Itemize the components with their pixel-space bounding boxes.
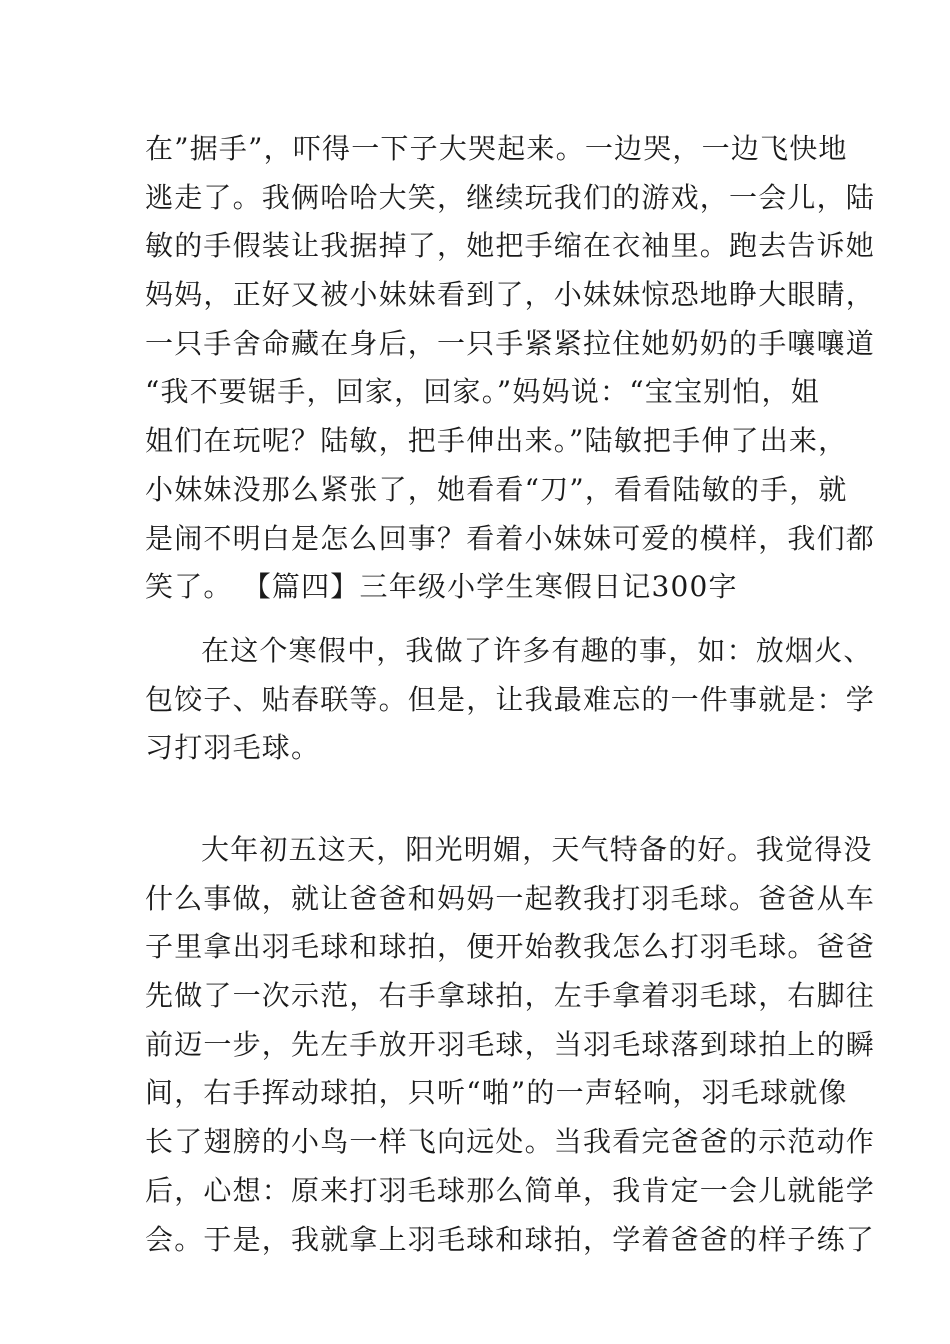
text-line: 小妹妹没那么紧张了，她看看“刀”，看看陆敏的手，就: [145, 472, 848, 506]
text-line: 先做了一次示范，右手拿球拍，左手拿着羽毛球，右脚往: [145, 979, 876, 1013]
text-line: 会。于是，我就拿上羽毛球和球拍，学着爸爸的样子练了: [145, 1222, 876, 1256]
text-line: 习打羽毛球。: [145, 731, 321, 765]
text-line: 逃走了。我俩哈哈大笑，继续玩我们的游戏，一会儿，陆: [145, 180, 876, 214]
text-line: 在”据手”，吓得一下子大哭起来。一边哭，一边飞快地: [145, 132, 848, 165]
text-line: 在这个寒假中，我做了许多有趣的事，如：放烟火、: [201, 634, 873, 667]
paragraph-1: [145, 627, 876, 773]
text-line: 前迈一步，先左手放开羽毛球，当羽毛球落到球拍上的瞬: [145, 1027, 876, 1061]
text-line: 妈妈，正好又被小妹妹看到了，小妹妹惊恐地睁大眼睛，: [145, 278, 876, 312]
text-line-with-heading: 笑了。 【篇四】三年级小学生寒假日记300字: [145, 570, 738, 604]
text-line: “我不要锯手，回家，回家。”妈妈说：“宝宝别怕，姐: [145, 375, 820, 409]
text-line: 包饺子、贴春联等。但是，让我最难忘的一件事就是：学: [145, 682, 876, 716]
text-line: 长了翅膀的小鸟一样飞向远处。当我看完爸爸的示范动作: [145, 1125, 876, 1159]
text-line: 后，心想：原来打羽毛球那么简单，我肯定一会儿就能学: [145, 1173, 876, 1207]
text-line: 大年初五这天，阳光明媚，天气特备的好。我觉得没: [201, 833, 873, 866]
text-line: 姐们在玩呢？陆敏，把手伸出来。”陆敏把手伸了出来，: [145, 424, 848, 458]
text-line: 是闹不明白是怎么回事？看着小妹妹可爱的模样，我们都: [145, 521, 876, 555]
text-line: 一只手舍命藏在身后，一只手紧紧拉住她奶奶的手嚷嚷道: [145, 326, 876, 360]
text-line: 什么事做，就让爸爸和妈妈一起教我打羽毛球。爸爸从车: [145, 881, 876, 915]
text-line: 子里拿出羽毛球和球拍，便开始教我怎么打羽毛球。爸爸: [145, 930, 876, 964]
text-line: 敏的手假装让我据掉了，她把手缩在衣袖里。跑去告诉她: [145, 229, 876, 263]
text-line: 间，右手挥动球拍，只听“啪”的一声轻响，羽毛球就像: [145, 1076, 848, 1110]
paragraph-continued: [145, 125, 876, 612]
paragraph-2: [145, 826, 876, 1264]
